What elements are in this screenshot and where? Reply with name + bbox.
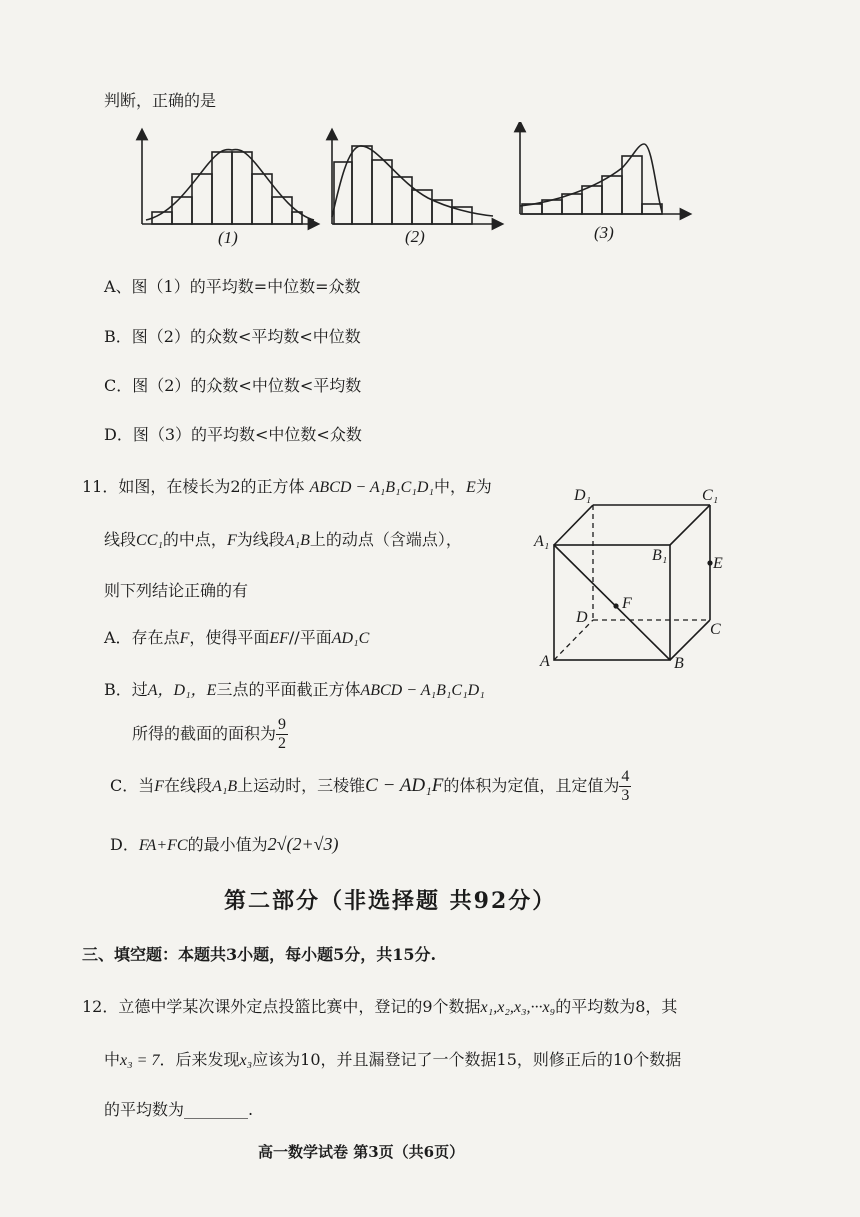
q12-line3: 的平均数为________.	[104, 1100, 254, 1119]
q10-option-c: C．图（2）的众数<中位数<平均数	[104, 376, 362, 395]
histogram-right-skewed	[332, 134, 498, 224]
q11-line3: 则下列结论正确的有	[104, 581, 249, 600]
q11-option-b-line1: B．过A，D₁，E三点的平面截正方体ABCD − A₁B₁C₁D₁	[104, 680, 485, 699]
cube-label-d: D	[576, 609, 588, 626]
cube-label-c: C	[710, 621, 721, 638]
q11-option-c: C．当F在线段A₁B上运动时，三棱锥C − AD₁F的体积为定值，且定值为 $\frac{4}{3}$	[110, 768, 630, 804]
intro-text: 判断，正确的是	[104, 91, 217, 110]
cube-label-b: B	[674, 655, 684, 672]
figure-label-1: (1)	[218, 228, 238, 247]
q11-line2: 线段CC₁的中点，F为线段A₁B上的动点（含端点），	[104, 530, 462, 549]
q10-option-d: D．图（3）的平均数<中位数<众数	[104, 425, 362, 444]
figure-label-2: (2)	[405, 227, 425, 246]
q12-line2: 中x₃ = 7．后来发现x₃应该为10，并且漏登记了一个数据15，则修正后的10个数据	[104, 1050, 682, 1069]
q11-option-b-line2: 所得的截面的面积为 $\frac{9}{2}$	[132, 716, 287, 752]
q11-line1: 11．如图，在棱长为2的正方体 ABCD − A₁B₁C₁D₁中，E为	[82, 477, 492, 496]
fraction-9-2: $\frac{9}{2}$	[278, 716, 287, 752]
cube-label-c1: C₁	[702, 487, 719, 504]
section3-title: 三、填空题：本题共3小题，每小题5分，共15分.	[82, 945, 437, 964]
part2-heading: 第二部分（非选择题 共92分）	[224, 888, 557, 914]
q11-option-a: A．存在点F，使得平面EF//平面AD₁C	[104, 628, 370, 647]
cube-label-d1: D₁	[574, 487, 592, 504]
q12-line1: 12．立德中学某次课外定点投篮比赛中，登记的9个数据x₁,x₂,x₃,···x₉的平均数为8，其	[82, 997, 678, 1016]
figure-label-3: (3)	[594, 223, 614, 242]
cube-label-f: F	[622, 595, 632, 612]
histogram-symmetric	[142, 134, 314, 224]
q10-option-b: B．图（2）的众数<平均数<中位数	[104, 327, 361, 346]
cube-label-e: E	[713, 555, 723, 572]
cube-label-b1: B₁	[652, 547, 668, 564]
fraction-4-3: $\frac{4}{3}$	[621, 768, 630, 804]
cube-label-a1: A₁	[534, 533, 550, 550]
q10-option-a: A、图（1）的平均数=中位数=众数	[104, 277, 361, 296]
page-footer: 高一数学试卷 第3页（共6页）	[258, 1143, 465, 1161]
histogram-left-skewed	[520, 126, 686, 214]
cube-figure	[532, 480, 732, 675]
cube-label-a: A	[540, 653, 550, 670]
q11-option-d: D．FA+FC的最小值为2√(2+√3)	[110, 834, 339, 854]
